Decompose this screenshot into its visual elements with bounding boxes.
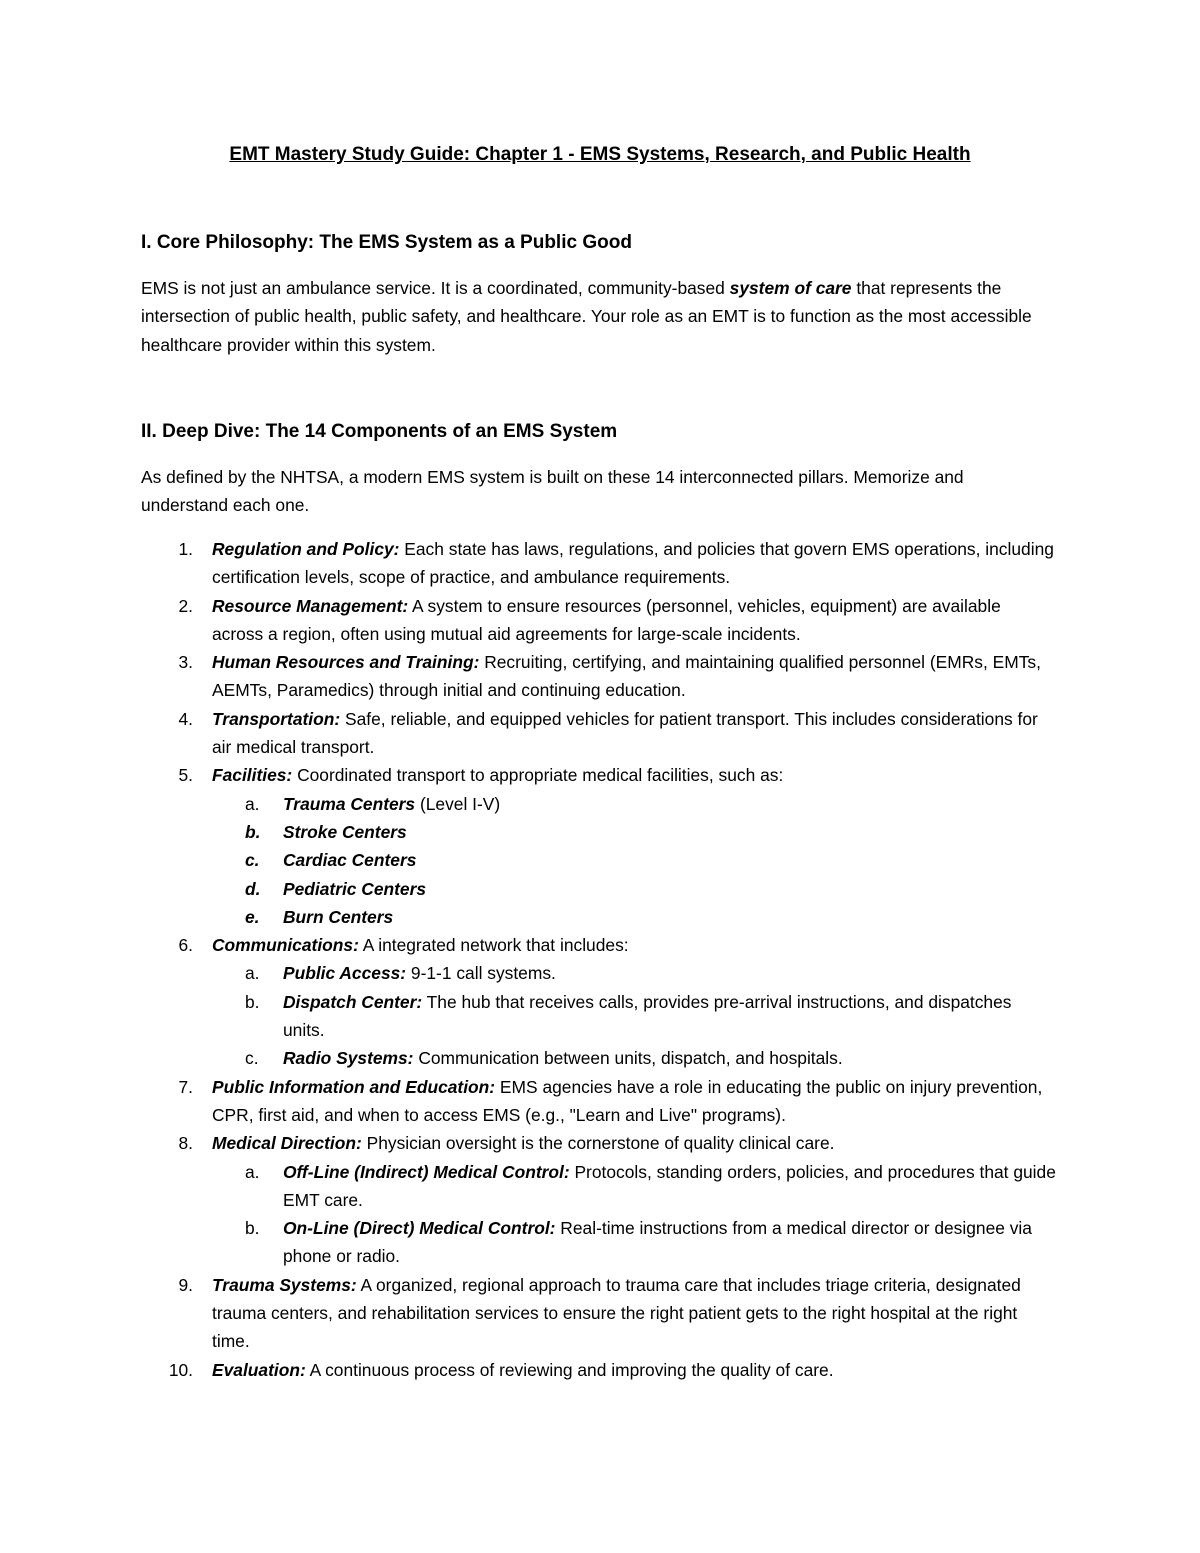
list-item (141, 592, 1056, 649)
sub-list-item-text: (Level I-V) (415, 793, 501, 814)
sub-list-item-letter: b. (245, 991, 260, 1012)
sub-list-item-letter: a. (245, 1161, 260, 1182)
sub-list-item (212, 790, 1056, 818)
sub-list-item (212, 875, 1056, 903)
components-intro-paragraph: As defined by the NHTSA, a modern EMS system is built on these 14 interconnected pillars. Memorize and understand each one. (141, 467, 964, 516)
list-item-number: 7. (178, 1076, 193, 1097)
sub-list-item (212, 1158, 1056, 1215)
list-item-term: Public Information and Education: (212, 1076, 496, 1097)
sub-list-item (212, 988, 1056, 1045)
sub-list (212, 1158, 1056, 1271)
paragraph-text: EMS is not just an ambulance service. It is a coordinated, community-based (141, 278, 730, 298)
sub-list-item-term: Stroke Centers (283, 821, 407, 842)
list-item-number: 10. (168, 1359, 193, 1380)
components-list (141, 535, 1056, 1384)
list-item-text: Physician oversight is the cornerstone of quality clinical care. (361, 1133, 835, 1154)
list-item-text: A organized, regional approach to trauma care that includes triage criteria, designated trauma centers, and rehabilitation services to ensure the right patient gets to the right hospital at the right time. (212, 1274, 1021, 1352)
list-item-term: Facilities: (212, 765, 293, 786)
sub-list-item-letter: c. (245, 1048, 259, 1069)
sub-list-item-letter: c. (245, 850, 260, 871)
sub-list (212, 959, 1056, 1072)
list-item (141, 1271, 1056, 1356)
list-item-number: 4. (178, 708, 193, 729)
paragraph-text: that represents the intersection of public health, public safety, and healthcare. Your role as an EMT is to function as the most accessible healthcare provider within this system. (141, 278, 1032, 355)
sub-list-item-letter: a. (245, 963, 260, 984)
list-item-number: 2. (178, 595, 193, 616)
sub-list-item-letter: b. (245, 821, 261, 842)
list-item-text: Each state has laws, regulations, and policies that govern EMS operations, including certification levels, scope of practice, and ambulance requirements. (212, 539, 1054, 588)
sub-list-item-text: Communication between units, dispatch, and hospitals. (413, 1048, 843, 1069)
sub-list-item-text: 9-1-1 call systems. (406, 963, 556, 984)
list-item-number: 8. (178, 1133, 193, 1154)
list-item-number: 5. (178, 765, 193, 786)
sub-list-item-letter: d. (245, 878, 261, 899)
core-philosophy-paragraph (141, 274, 1051, 359)
list-item (141, 1356, 1056, 1384)
sub-list-item-term: Cardiac Centers (283, 850, 417, 871)
list-item-term: Human Resources and Training: (212, 652, 480, 673)
sub-list-item (212, 818, 1056, 846)
list-item (141, 535, 1056, 592)
sub-list-item-text: The hub that receives calls, provides pre-arrival instructions, and dispatches units. (283, 991, 1012, 1041)
list-item-text: EMS agencies have a role in educating the public on injury prevention, CPR, first aid, and when to access EMS (e.g., "Learn and Live" programs). (212, 1076, 1043, 1125)
list-item-term: Evaluation: (212, 1359, 306, 1380)
sub-list-item (212, 903, 1056, 931)
list-item (141, 931, 1056, 1072)
sub-list-item-text: Real-time instructions from a medical director or designee via phone or radio. (283, 1218, 1032, 1267)
list-item-number: 3. (178, 652, 193, 673)
section-heading-core-philosophy: I. Core Philosophy: The EMS System as a Public Good (141, 232, 632, 253)
list-item-text: Safe, reliable, and equipped vehicles for patient transport. This includes considerations for air medical transport. (212, 708, 1038, 758)
list-item (141, 1129, 1056, 1270)
sub-list-item-term: Pediatric Centers (283, 878, 427, 899)
list-item-term: Regulation and Policy: (212, 539, 400, 559)
emphasis-text: system of care (729, 278, 852, 298)
list-item-number: 9. (178, 1274, 193, 1295)
sub-list-item-letter: e. (245, 906, 260, 927)
list-item-term: Resource Management: (212, 595, 409, 616)
sub-list-item-term: Dispatch Center: (283, 991, 423, 1012)
list-item-term: Communications: (212, 935, 359, 956)
list-item-text: A system to ensure resources (personnel, vehicles, equipment) are available across a region, often using mutual aid agreements for large-scale incidents. (212, 595, 1001, 644)
list-item-text: Coordinated transport to appropriate medical facilities, such as: (292, 765, 784, 786)
list-item-text: A integrated network that includes: (358, 935, 629, 956)
sub-list-item (212, 846, 1056, 874)
sub-list (212, 790, 1056, 931)
sub-list-item-letter: a. (245, 793, 260, 814)
section-heading-components: II. Deep Dive: The 14 Components of an EMS System (141, 421, 618, 442)
list-item-number: 1. (178, 539, 193, 559)
list-item-term: Medical Direction: (212, 1133, 362, 1154)
page-title: EMT Mastery Study Guide: Chapter 1 - EMS Systems, Research, and Public Health (229, 144, 971, 165)
sub-list-item-text: Protocols, standing orders, policies, and procedures that guide EMT care. (283, 1161, 1056, 1210)
list-item (141, 648, 1056, 705)
list-item-term: Trauma Systems: (212, 1274, 357, 1295)
list-item-text: Recruiting, certifying, and maintaining qualified personnel (EMRs, EMTs, AEMTs, Paramedics) through initial and continuing education. (212, 652, 1041, 701)
sub-list-item-term: Off-Line (Indirect) Medical Control: (283, 1161, 570, 1182)
sub-list-item (212, 1214, 1056, 1271)
list-item (141, 761, 1056, 931)
sub-list-item-term: Radio Systems: (283, 1048, 414, 1069)
list-item-text: A continuous process of reviewing and improving the quality of care. (305, 1359, 834, 1380)
sub-list-item-term: Trauma Centers (283, 793, 416, 814)
sub-list-item (212, 1044, 1056, 1072)
sub-list-item-term: On-Line (Direct) Medical Control: (283, 1218, 556, 1239)
sub-list-item-letter: b. (245, 1218, 260, 1239)
sub-list-item (212, 959, 1056, 987)
list-item-term: Transportation: (212, 708, 341, 729)
sub-list-item-term: Public Access: (283, 963, 407, 984)
list-item (141, 1073, 1056, 1130)
list-item (141, 705, 1056, 762)
sub-list-item-term: Burn Centers (283, 906, 394, 927)
list-item-number: 6. (178, 935, 193, 956)
